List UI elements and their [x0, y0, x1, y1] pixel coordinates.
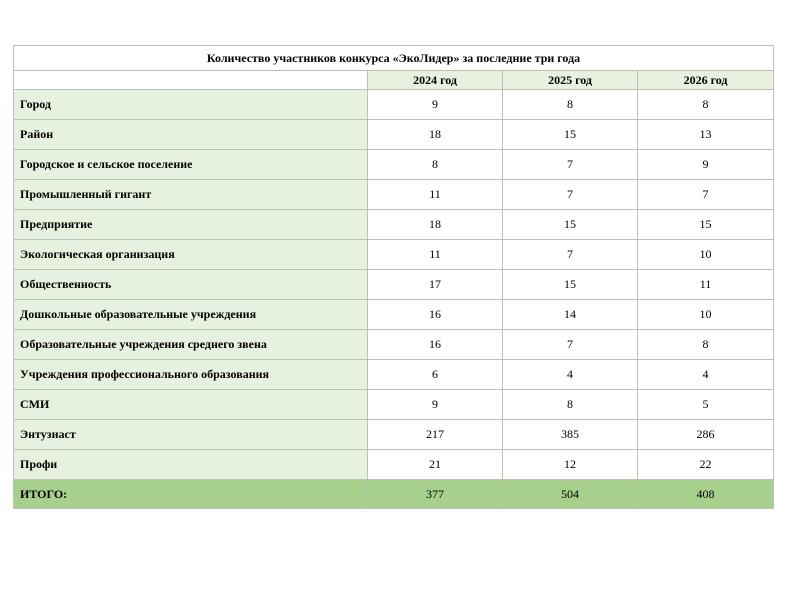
cell-value: 18 [368, 120, 503, 150]
cell-value: 9 [638, 150, 774, 180]
total-value-2024: 377 [368, 480, 503, 509]
header-empty-cell [14, 71, 368, 90]
row-label: СМИ [14, 390, 368, 420]
table-row [14, 450, 774, 480]
cell-value: 6 [368, 360, 503, 390]
cell-value: 8 [638, 330, 774, 360]
row-label: Экологическая организация [14, 240, 368, 270]
cell-value: 7 [503, 240, 638, 270]
cell-value: 7 [503, 330, 638, 360]
cell-value: 21 [368, 450, 503, 480]
row-label: Район [14, 120, 368, 150]
cell-value: 10 [638, 300, 774, 330]
cell-value: 22 [638, 450, 774, 480]
table-row [14, 300, 774, 330]
cell-value: 9 [368, 390, 503, 420]
cell-value: 4 [638, 360, 774, 390]
row-label: Общественность [14, 270, 368, 300]
cell-value: 17 [368, 270, 503, 300]
table-row [14, 330, 774, 360]
cell-value: 15 [503, 210, 638, 240]
cell-value: 15 [638, 210, 774, 240]
cell-value: 385 [503, 420, 638, 450]
table-title: Количество участников конкурса «ЭкоЛидер» за последние три года [14, 46, 774, 71]
cell-value: 8 [503, 90, 638, 120]
cell-value: 15 [503, 120, 638, 150]
row-label: Предприятие [14, 210, 368, 240]
cell-value: 14 [503, 300, 638, 330]
total-row [14, 480, 774, 509]
row-label: Образовательные учреждения среднего звена [14, 330, 368, 360]
cell-value: 11 [368, 240, 503, 270]
cell-value: 217 [368, 420, 503, 450]
row-label: Дошкольные образовательные учреждения [14, 300, 368, 330]
cell-value: 7 [503, 180, 638, 210]
year-header-2026: 2026 год [638, 71, 774, 90]
cell-value: 8 [368, 150, 503, 180]
table-row [14, 150, 774, 180]
cell-value: 12 [503, 450, 638, 480]
cell-value: 8 [503, 390, 638, 420]
cell-value: 4 [503, 360, 638, 390]
cell-value: 11 [638, 270, 774, 300]
table-row [14, 420, 774, 450]
row-label: Учреждения профессионального образования [14, 360, 368, 390]
table-row [14, 390, 774, 420]
table-row [14, 90, 774, 120]
row-label: Профи [14, 450, 368, 480]
table-row [14, 120, 774, 150]
row-label: Городское и сельское поселение [14, 150, 368, 180]
total-value-2025: 504 [503, 480, 638, 509]
cell-value: 286 [638, 420, 774, 450]
cell-value: 7 [503, 150, 638, 180]
row-label: Промышленный гигант [14, 180, 368, 210]
table-row [14, 180, 774, 210]
cell-value: 7 [638, 180, 774, 210]
cell-value: 18 [368, 210, 503, 240]
total-value-2026: 408 [638, 480, 774, 509]
table-row [14, 270, 774, 300]
participants-table [13, 45, 774, 509]
cell-value: 13 [638, 120, 774, 150]
cell-value: 9 [368, 90, 503, 120]
total-label: ИТОГО: [14, 480, 368, 509]
table-title-row [14, 46, 774, 71]
cell-value: 5 [638, 390, 774, 420]
cell-value: 15 [503, 270, 638, 300]
cell-value: 11 [368, 180, 503, 210]
cell-value: 16 [368, 300, 503, 330]
cell-value: 8 [638, 90, 774, 120]
row-label: Энтузиаст [14, 420, 368, 450]
cell-value: 10 [638, 240, 774, 270]
table-row [14, 360, 774, 390]
year-header-2024: 2024 год [368, 71, 503, 90]
row-label: Город [14, 90, 368, 120]
cell-value: 16 [368, 330, 503, 360]
table-row [14, 210, 774, 240]
table-row [14, 240, 774, 270]
year-header-2025: 2025 год [503, 71, 638, 90]
year-header-row [14, 71, 774, 90]
